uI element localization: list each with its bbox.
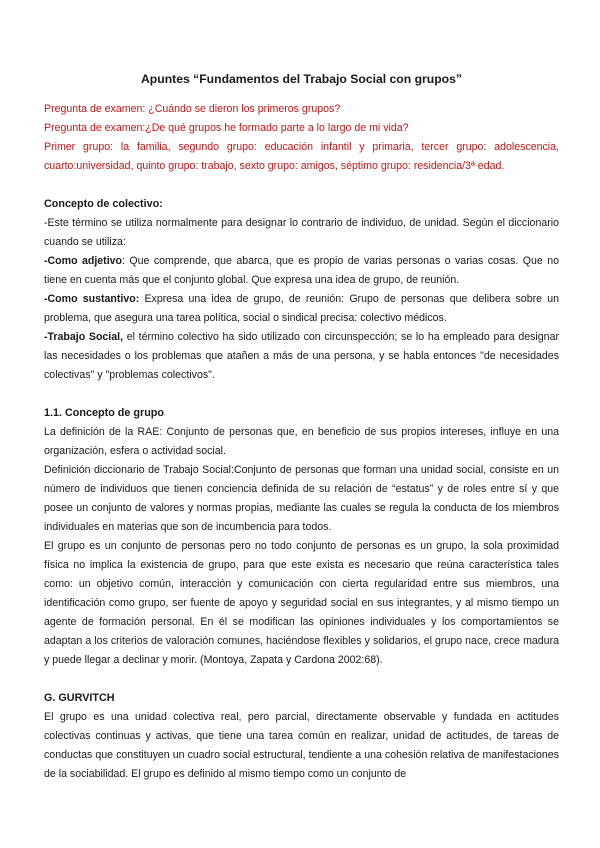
- gurvitch-body: El grupo es una unidad colectiva real, pero parcial, directamente observable y fundada en actitudes colectivas continuas y activas, que tiene una tarea común en realizar, unidad de actitudes, de tareas de conductas que constituyen un cuadro social estructural, tendiente a una cohesión relativa de manifestaciones de la sociabilidad. El grupo es definido al mismo tiempo como un conjunto de: [44, 711, 559, 780]
- grupo-heading: 1.1. Concepto de grupo: [44, 407, 164, 419]
- trabajo-social-label: -Trabajo Social,: [44, 331, 124, 343]
- colectivo-intro: -Este término se utiliza normalmente para designar lo contrario de individuo, de unidad. Según el diccionario cuando se utiliza:: [44, 217, 559, 248]
- section-colectivo: [44, 195, 559, 385]
- grupo-dictionary-definition: Definición diccionario de Trabajo Social:Conjunto de personas que forman una unidad social, consiste en un número de individuos que tienen conciencia definida de su relación de “estatus” y de roles entre sí y que posee un conjunto de valores y normas propias, mediante las cuales se regula la conducta de los miembros individuales en materias que son de incumbencia para todos.: [44, 464, 559, 533]
- section-grupo: [44, 404, 559, 670]
- exam-question-2: Pregunta de examen:¿De qué grupos he formado parte a lo largo de mi vida?: [44, 122, 409, 134]
- exam-question-1: Pregunta de examen: ¿Cuándo se dieron los primeros grupos?: [44, 103, 341, 115]
- colectivo-adjetivo: [44, 252, 559, 290]
- section-gurvitch: [44, 689, 559, 784]
- trabajo-social-text: el término colectivo ha sido utilizado con circunspección; se lo ha empleado para designar las necesidades o los problemas que atañen a más de una persona, y se habla entonces "de necesidades colectivas" y "problemas colectivos".: [44, 331, 559, 381]
- gurvitch-heading: G. GURVITCH: [44, 692, 115, 704]
- colectivo-sustantivo: [44, 290, 559, 328]
- colectivo-trabajo-social: [44, 328, 559, 385]
- document-title: Apuntes “Fundamentos del Trabajo Social con grupos”: [141, 72, 462, 86]
- grupo-rae-definition: La definición de la RAE: Conjunto de personas que, en beneficio de sus propios intereses, influye en una organización, esfera o actividad social.: [44, 426, 559, 457]
- colectivo-heading: Concepto de colectivo:: [44, 198, 163, 210]
- adjetivo-text: : Que comprende, que abarca, que es propio de varias personas o varias cosas. Que no tiene en cuenta más que el conjunto global. Que expresa una idea de grupo, de reunión.: [44, 255, 559, 286]
- document-page: [44, 72, 559, 784]
- sustantivo-text: Expresa una idea de grupo, de reunión: Grupo de personas que delibera sobre un problema, que asegura una tarea política, social o sindical precisa: colectivo médicos.: [44, 293, 559, 324]
- exam-questions: [44, 100, 559, 176]
- grupo-body: El grupo es un conjunto de personas pero no todo conjunto de personas es un grupo, la sola proximidad física no implica la existencia de grupo, para que este exista es necesario que reúna característica tales como: un objetivo común, interacción y comunicación con cierta regularidad entre sus miembros, una identificación como grupo, ser fuente de apoyo y seguridad social en sus integrantes, y al mismo tiempo un agente de formación personal. En él se modifican las opiniones individuales y los comportamientos se adaptan a los criterios de valoración comunes, haciéndose flexibles y solidarios, el grupo nace, crece madura y puede llegar a declinar y morir. (Montoya, Zapata y Cardona 2002:68).: [44, 540, 559, 666]
- sustantivo-label: -Como sustantivo:: [44, 293, 140, 305]
- exam-answer: Primer grupo: la familia, segundo grupo: educación infantil y primaria, tercer grupo: adolescencia, cuarto:universidad, quinto grupo: trabajo, sexto grupo: amigos, séptimo grupo: residencia/3ª edad.: [44, 141, 559, 172]
- adjetivo-label: -Como adjetivo: [44, 255, 123, 267]
